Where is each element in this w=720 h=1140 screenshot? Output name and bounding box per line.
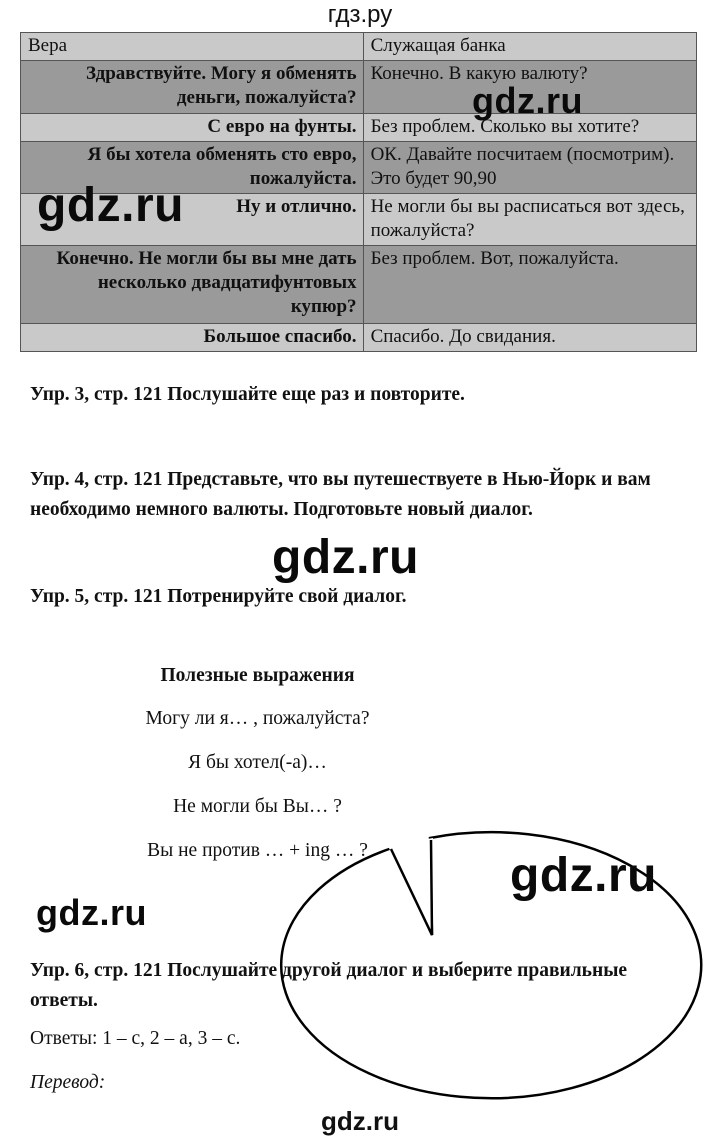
clerk-line: Конечно. В какую валюту?: [363, 61, 696, 114]
translation-label: Перевод:: [30, 1072, 106, 1093]
exercise-4: Упр. 4, стр. 121 Представьте, что вы путешествуете в Нью-Йорк и вам необходимо немного валюты. Подготовьте новый диалог.: [30, 469, 651, 520]
answers-line: Ответы: 1 – c, 2 – a, 3 – c.: [30, 1028, 241, 1049]
vera-line: Конечно. Не могли бы вы мне дать несколько двадцатифунтовых купюр?: [21, 246, 364, 324]
clerk-line: Не могли бы вы расписаться вот здесь, пожалуйста?: [363, 194, 696, 246]
vera-line: Я бы хотела обменять сто евро, пожалуйста.: [21, 142, 364, 194]
bubble-phrase: Я бы хотел(-а)…: [188, 752, 327, 773]
vera-line: С евро на фунты.: [21, 114, 364, 142]
watermark: gdz.ru: [272, 531, 419, 584]
bubble-phrase: Могу ли я… , пожалуйста?: [145, 708, 370, 729]
clerk-line: Спасибо. До свидания.: [363, 324, 696, 352]
bubble-title: Полезные выражения: [160, 665, 355, 686]
exercise-5: Упр. 5, стр. 121 Потренируйте свой диалог.: [30, 586, 407, 607]
clerk-line: Без проблем. Вот, пожалуйста.: [363, 246, 696, 324]
clerk-line: Без проблем. Сколько вы хотите?: [363, 114, 696, 142]
watermark: gdz.ru: [37, 179, 184, 232]
vera-line: Здравствуйте. Могу я обменять деньги, пожалуйста?: [21, 61, 364, 114]
watermark: gdz.ru: [36, 892, 147, 933]
header-bank-clerk: Служащая банка: [363, 33, 696, 61]
watermark: gdz.ru: [510, 849, 657, 902]
vera-line: Большое спасибо.: [21, 324, 364, 352]
site-header: гдз.ру: [327, 1, 393, 28]
exercise-6: Упр. 6, стр. 121 Послушайте другой диалог и выберите правильные ответы.: [30, 960, 628, 1011]
exercise-3: Упр. 3, стр. 121 Послушайте еще раз и повторите.: [30, 384, 465, 405]
watermark: gdz.ru: [321, 1106, 399, 1136]
clerk-line: ОК. Давайте посчитаем (посмотрим). Это будет 90,90: [363, 142, 696, 194]
bubble-phrase: Не могли бы Вы… ?: [173, 796, 342, 817]
watermark: gdz.ru: [472, 80, 583, 121]
vera-line: Ну и отлично.: [21, 194, 364, 246]
bubble-phrase: Вы не против … + ing … ?: [147, 840, 368, 861]
header-vera: Вера: [21, 33, 364, 61]
